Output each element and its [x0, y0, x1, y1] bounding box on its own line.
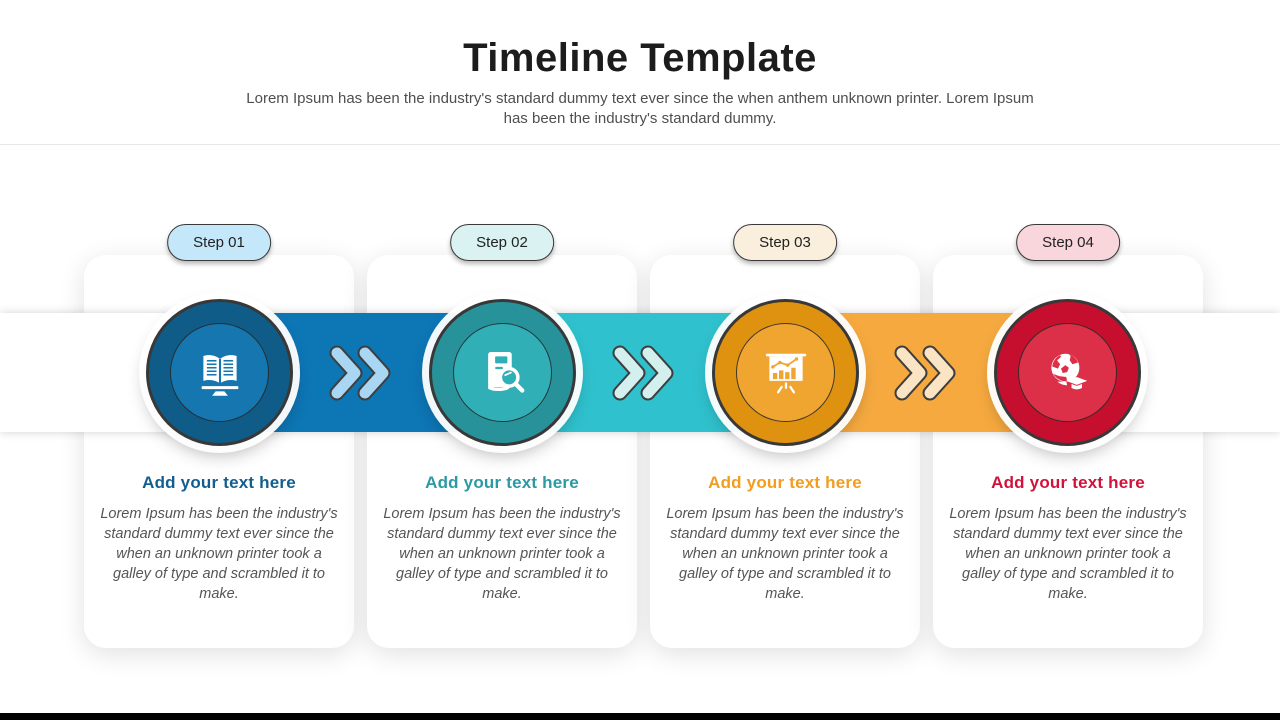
step-text-block	[367, 473, 637, 604]
step-badge	[450, 224, 554, 261]
step-badge	[1016, 224, 1120, 261]
step-body: Lorem Ipsum has been the industry's standard dummy text ever since the when an unknown printer took a galley of type and scrambled it to make.	[666, 506, 904, 602]
presentation-chart-icon	[758, 345, 814, 401]
ebook-monitor-icon	[192, 345, 248, 401]
header	[0, 0, 1280, 145]
double-chevron-icon	[326, 343, 396, 403]
step-badge-label: Step 03	[759, 234, 811, 251]
double-chevron-icon	[609, 343, 679, 403]
step-circle-inner	[453, 323, 552, 422]
step-badge	[733, 224, 837, 261]
globe-graduation-icon	[1040, 345, 1096, 401]
step-text-block	[933, 473, 1203, 604]
step-text-block	[84, 473, 354, 604]
bottom-bar	[0, 713, 1280, 720]
step-body: Lorem Ipsum has been the industry's standard dummy text ever since the when an unknown printer took a galley of type and scrambled it to make.	[383, 506, 621, 602]
step-body: Lorem Ipsum has been the industry's standard dummy text ever since the when an unknown printer took a galley of type and scrambled it to make.	[949, 506, 1187, 602]
page-subtitle: Lorem Ipsum has been the industry's standard dummy text ever since the when anthem unknown printer. Lorem Ipsum has been the industry's standard dummy.	[246, 90, 1034, 127]
step-circle-inner	[170, 323, 269, 422]
step-circle-2	[429, 299, 576, 446]
step-circle-inner	[736, 323, 835, 422]
step-badge-label: Step 04	[1042, 234, 1094, 251]
step-heading: Add your text here	[142, 473, 296, 492]
step-circle-4	[994, 299, 1141, 446]
step-circle-3	[712, 299, 859, 446]
step-body: Lorem Ipsum has been the industry's standard dummy text ever since the when an unknown printer took a galley of type and scrambled it to make.	[100, 506, 338, 602]
book-magnifier-icon	[475, 345, 531, 401]
step-circle-inner	[1018, 323, 1117, 422]
step-badge-label: Step 01	[193, 234, 245, 251]
step-badge-label: Step 02	[476, 234, 528, 251]
step-text-block	[650, 473, 920, 604]
step-heading: Add your text here	[708, 473, 862, 492]
step-circle-1	[146, 299, 293, 446]
page-title: Timeline Template	[463, 36, 817, 80]
step-heading: Add your text here	[991, 473, 1145, 492]
double-chevron-icon	[891, 343, 961, 403]
step-badge	[167, 224, 271, 261]
step-heading: Add your text here	[425, 473, 579, 492]
